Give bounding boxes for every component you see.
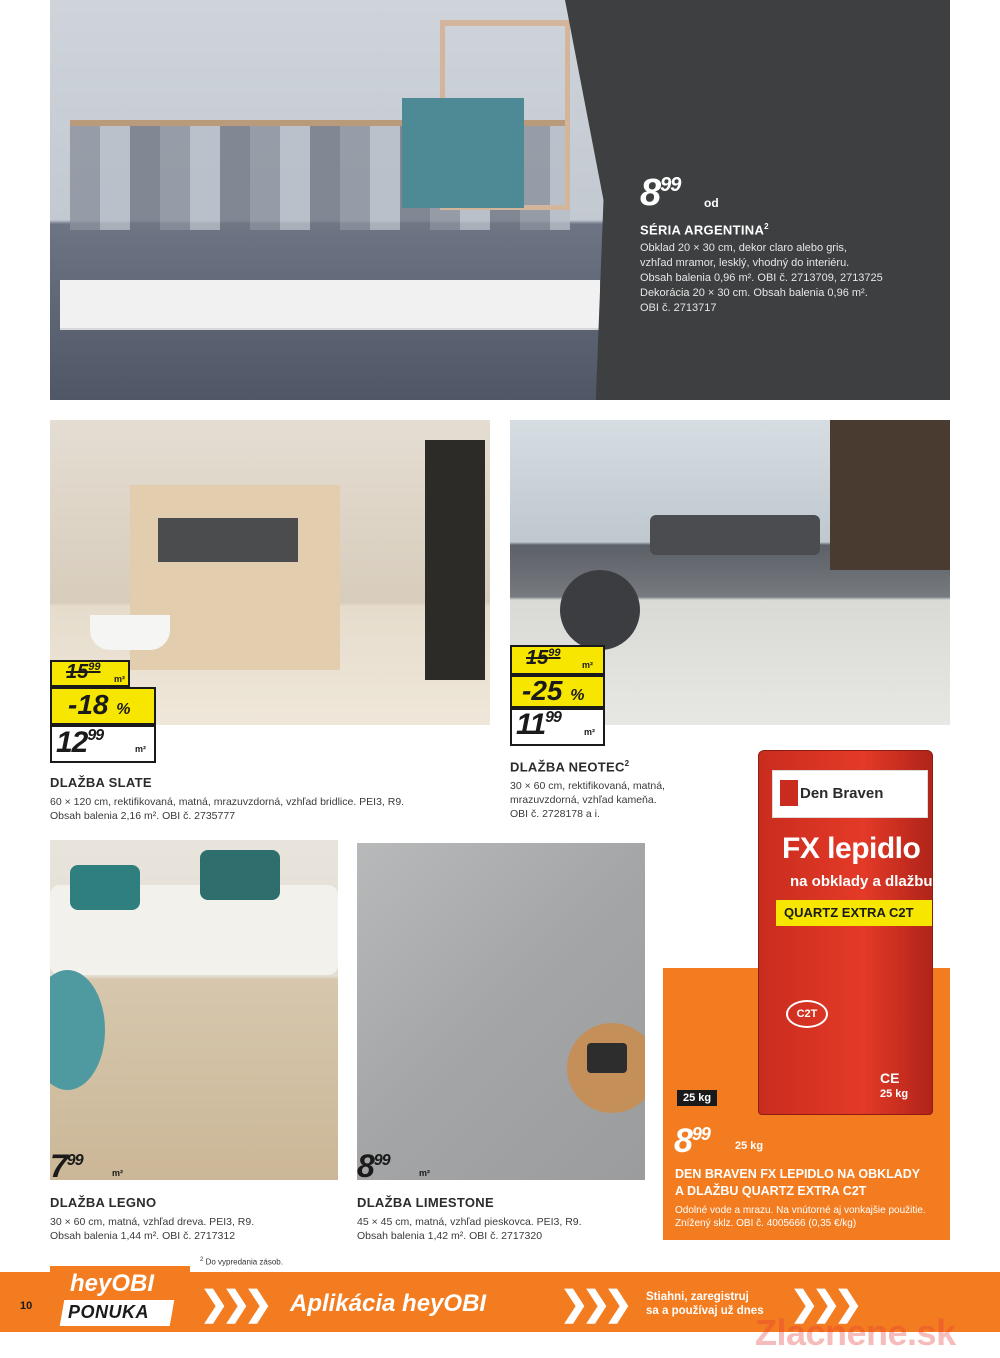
chevron-right-icon: ❯ [790,1285,819,1323]
page-number: 10 [20,1300,33,1312]
neotec-description: 30 × 60 cm, rektifikovaná, matná, mrazuvzdorná, vzhľad kameňa. OBI č. 2728178 a i. [510,780,665,820]
app-banner-side-text: Stiahni, zaregistruj sa a používaj už dnes [646,1291,764,1317]
neotec-wood-wall [830,420,950,570]
bird-logo-icon [780,780,798,806]
lepidlo-description: Odolné vode a mrazu. Na vnútorné aj vonkajšie použitie. Znížený sklz. OBI č. 4005666 (0,35 €/kg) [675,1205,926,1229]
lepidlo-bag-band-text: QUARTZ EXTRA C2T [784,905,914,920]
slate-title: DLAŽBA SLATE [50,775,152,790]
legno-cushion [70,865,140,910]
limestone-decor [587,1043,627,1073]
lepidlo-bag-brand: Den Braven [800,785,884,802]
ce-mark-icon: CE [880,1070,900,1086]
chevron-right-icon: ❯ [200,1285,229,1323]
neotec-new-price: $11^{99}$ [516,708,561,741]
slate-mirror [158,518,298,562]
neotec-old-unit: m² [582,660,593,670]
legno-price: $7^{99}$ [50,1148,83,1184]
lepidlo-bag-weight: 25 kg [880,1088,909,1100]
neotec-old-price: $15^{99}$ [526,647,561,669]
heyobi-logo-bottom: PONUKA [68,1302,150,1322]
slate-bathtub [90,615,170,650]
limestone-title: DLAŽBA LIMESTONE [357,1195,494,1210]
chevron-right-icon: ❯ [812,1285,841,1323]
legno-pouf [50,970,105,1090]
neotec-title: DLAŽBA NEOTEC$^2$ [510,759,630,775]
slate-new-price: $12^{99}$ [56,726,104,759]
chevron-right-icon: ❯ [604,1285,633,1323]
chevron-right-icon: ❯ [244,1285,273,1323]
neotec-sofa [650,515,820,555]
limestone-description: 45 × 45 cm, matná, vzhľad pieskovca. PEI3, R9. Obsah balenia 1,42 m². OBI č. 2717320 [357,1216,582,1242]
limestone-unit: m² [419,1168,430,1178]
neotec-new-unit: m² [584,727,595,737]
legno-cushion [200,850,280,900]
chevron-right-icon: ❯ [834,1285,863,1323]
slate-discount: -18 % [68,689,131,720]
legno-unit: m² [112,1168,123,1178]
slate-new-unit: m² [135,744,146,754]
slate-description: 60 × 120 cm, rektifikovaná, matná, mrazuvzdorná, vzhľad bridlice. PEI3, R9. Obsah balenia 2,16 m². OBI č. 2735777 [50,796,405,822]
lepidlo-bag-subtitle: na obklady a dlažbu [790,873,933,890]
heyobi-logo-top: heyOBI [70,1270,155,1297]
hero-description: Obklad 20 × 30 cm, dekor claro alebo gris, vzhľad mramor, lesklý, vhodný do interiéru. Obsah balenia 0,96 m². OBI č. 2713709, 2713725 Dekorácia 20 × 30 cm. Obsah balenia 0,96 m². OBI č. 2713717 [640,242,883,314]
chevron-right-icon: ❯ [222,1285,251,1323]
legno-description: 30 × 60 cm, matná, vzhľad dreva. PEI3, R9. Obsah balenia 1,44 m². OBI č. 2717312 [50,1216,255,1242]
footnote: $^2$ Do vypredania zásob. [200,1257,283,1267]
limestone-price: $8^{99}$ [357,1148,390,1184]
neotec-discount: -25 % [522,675,585,706]
limestone-photo [357,843,645,1180]
lepidlo-bag-title: FX lepidlo [782,832,921,865]
neotec-table [560,570,640,650]
hero-price: $8^{99}$ [640,172,681,214]
legno-title: DLAŽBA LEGNO [50,1195,157,1210]
chevron-right-icon: ❯ [582,1285,611,1323]
lepidlo-weight-badge: 25 kg [677,1090,717,1106]
hero-title: SÉRIA ARGENTINA$^2$ [640,222,769,238]
slate-old-price: $15^{99}$ [66,661,101,683]
hero-price-suffix: od [704,196,719,210]
lepidlo-price: $8^{99}$ [674,1122,710,1160]
watermark: Zlacnene.sk [755,1312,956,1353]
hero-lowboard [60,280,600,330]
slate-curtain [425,440,485,680]
slate-old-unit: m² [114,674,125,684]
lepidlo-unit: 25 kg [735,1140,764,1152]
hero-teal-cabinet [402,98,524,208]
hero-info-panel [565,0,950,400]
lepidlo-title: DEN BRAVEN FX LEPIDLO NA OBKLADY A DLAŽBU QUARTZ EXTRA C2T [675,1167,921,1198]
app-banner-text: Aplikácia heyOBI [290,1290,487,1317]
lepidlo-bag-c2t-seal: C2T [786,1000,828,1028]
legno-photo [50,840,338,1180]
chevron-right-icon: ❯ [560,1285,589,1323]
